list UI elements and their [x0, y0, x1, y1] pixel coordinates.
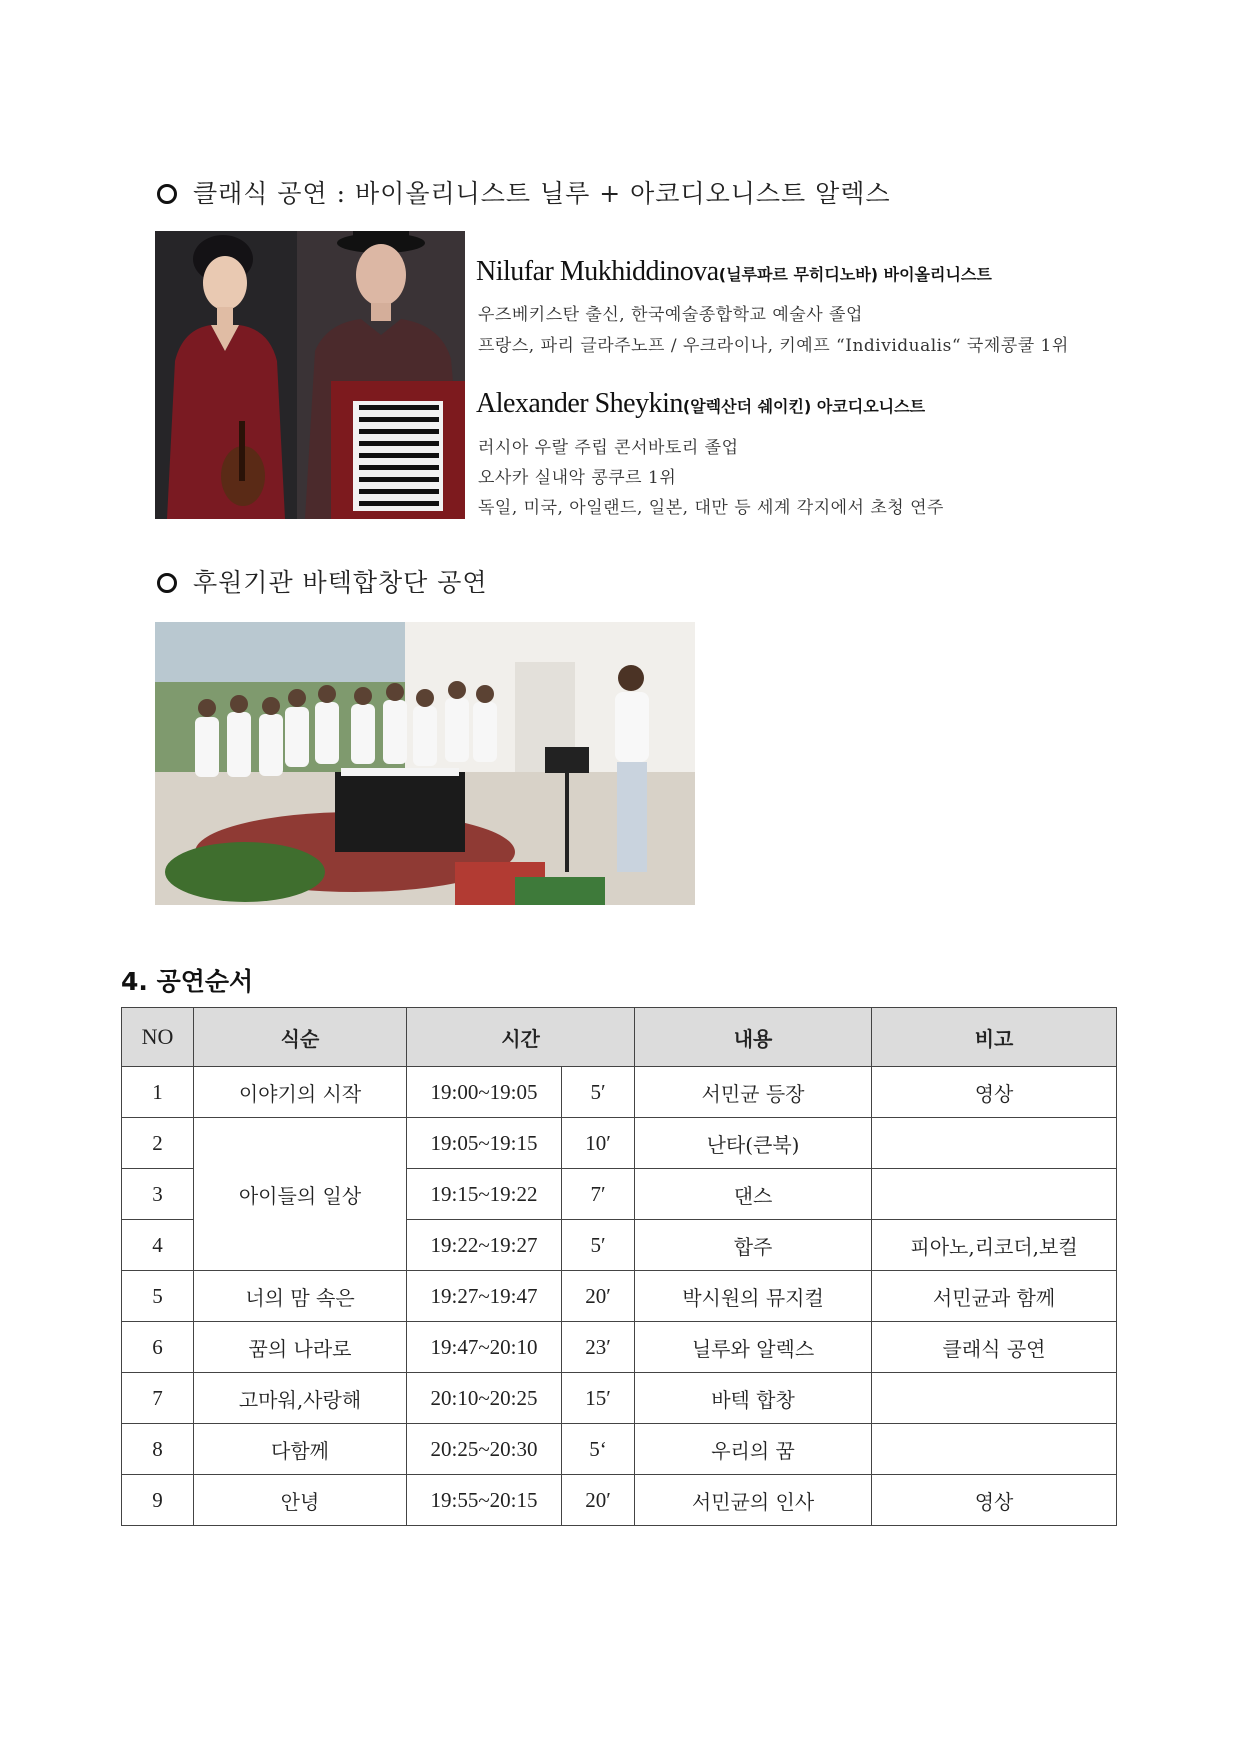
circle-bullet-icon [157, 184, 177, 204]
performer-bio-line: 독일, 미국, 아일랜드, 일본, 대만 등 세계 각지에서 초청 연주 [478, 498, 944, 518]
choir-section-heading: 후원기관 바텍합창단 공연 [157, 563, 488, 599]
cell-note: 클래식 공연 [872, 1322, 1117, 1373]
header-order: 식순 [194, 1008, 407, 1067]
performer-detail: (닐루파르 무히디노바) 바이올리니스트 [718, 265, 992, 284]
cell-duration: 5′ [562, 1067, 635, 1118]
cell-content: 우리의 꿈 [635, 1424, 872, 1475]
choir-photo [155, 622, 695, 905]
cell-duration: 5′ [562, 1220, 635, 1271]
cell-order: 이야기의 시작 [194, 1067, 407, 1118]
cell-no: 6 [122, 1322, 194, 1373]
performer-name: Alexander Sheykin [476, 388, 683, 419]
cell-note: 영상 [872, 1475, 1117, 1526]
cell-note: 영상 [872, 1067, 1117, 1118]
cell-content: 합주 [635, 1220, 872, 1271]
performers-photo [155, 231, 465, 519]
cell-content: 서민균 등장 [635, 1067, 872, 1118]
performer-name-line [476, 256, 992, 288]
cell-order: 고마워,사랑해 [194, 1373, 407, 1424]
cell-content: 서민균의 인사 [635, 1475, 872, 1526]
cell-content: 박시원의 뮤지컬 [635, 1271, 872, 1322]
cell-note [872, 1169, 1117, 1220]
performers-photo-illustration [155, 231, 465, 519]
cell-content: 닐루와 알렉스 [635, 1322, 872, 1373]
cell-content: 바텍 합창 [635, 1373, 872, 1424]
cell-note: 피아노,리코더,보컬 [872, 1220, 1117, 1271]
cell-order: 너의 맘 속은 [194, 1271, 407, 1322]
cell-no: 1 [122, 1067, 194, 1118]
cell-no: 8 [122, 1424, 194, 1475]
cell-note [872, 1424, 1117, 1475]
cell-duration: 23′ [562, 1322, 635, 1373]
cell-duration: 5‘ [562, 1424, 635, 1475]
performer-name: Nilufar Mukhiddinova [476, 256, 719, 287]
classic-section-heading: 클래식 공연 : 바이올리니스트 닐루 + 아코디오니스트 알렉스 [157, 174, 891, 210]
table-row [122, 1322, 1117, 1373]
table-row [122, 1118, 1117, 1169]
header-time: 시간 [407, 1008, 635, 1067]
cell-time: 19:15~19:22 [407, 1169, 562, 1220]
cell-duration: 15′ [562, 1373, 635, 1424]
cell-duration: 7′ [562, 1169, 635, 1220]
cell-time: 19:55~20:15 [407, 1475, 562, 1526]
cell-duration: 20′ [562, 1271, 635, 1322]
cell-no: 4 [122, 1220, 194, 1271]
table-row [122, 1475, 1117, 1526]
cell-time: 19:05~19:15 [407, 1118, 562, 1169]
cell-duration: 10′ [562, 1118, 635, 1169]
table-header-row [122, 1008, 1117, 1067]
cell-note: 서민균과 함께 [872, 1271, 1117, 1322]
cell-order: 다함께 [194, 1424, 407, 1475]
program-section-title: 4. 공연순서 [121, 967, 254, 996]
performer-bio-line: 프랑스, 파리 글라주노프 / 우크라이나, 키예프 “Individualis“ 국제콩쿨 1위 [478, 336, 1069, 356]
cell-time: 20:25~20:30 [407, 1424, 562, 1475]
cell-no: 2 [122, 1118, 194, 1169]
cell-no: 3 [122, 1169, 194, 1220]
cell-content: 난타(큰북) [635, 1118, 872, 1169]
cell-time: 19:27~19:47 [407, 1271, 562, 1322]
performer-bio-line: 우즈베키스탄 출신, 한국예술종합학교 예술사 졸업 [478, 305, 863, 325]
table-row [122, 1373, 1117, 1424]
cell-duration: 20′ [562, 1475, 635, 1526]
cell-time: 19:22~19:27 [407, 1220, 562, 1271]
cell-time: 20:10~20:25 [407, 1373, 562, 1424]
choir-photo-illustration [155, 622, 695, 905]
circle-bullet-icon [157, 573, 177, 593]
performer-bio-line: 러시아 우랄 주립 콘서바토리 졸업 [478, 438, 739, 458]
table-row [122, 1424, 1117, 1475]
header-content: 내용 [635, 1008, 872, 1067]
cell-note [872, 1373, 1117, 1424]
cell-order: 꿈의 나라로 [194, 1322, 407, 1373]
cell-no: 7 [122, 1373, 194, 1424]
performer-name-line [476, 388, 925, 420]
header-no: NO [122, 1008, 194, 1067]
performer-detail: (알렉산더 쉐이킨) 아코디오니스트 [682, 397, 926, 416]
cell-no: 5 [122, 1271, 194, 1322]
cell-order: 아이들의 일상 [194, 1118, 407, 1271]
cell-time: 19:00~19:05 [407, 1067, 562, 1118]
cell-content: 댄스 [635, 1169, 872, 1220]
program-table [121, 1007, 1117, 1526]
cell-time: 19:47~20:10 [407, 1322, 562, 1373]
table-row [122, 1067, 1117, 1118]
cell-note [872, 1118, 1117, 1169]
table-row [122, 1271, 1117, 1322]
header-note: 비고 [872, 1008, 1117, 1067]
cell-no: 9 [122, 1475, 194, 1526]
cell-order: 안녕 [194, 1475, 407, 1526]
performer-bio-line: 오사카 실내악 콩쿠르 1위 [478, 468, 677, 488]
